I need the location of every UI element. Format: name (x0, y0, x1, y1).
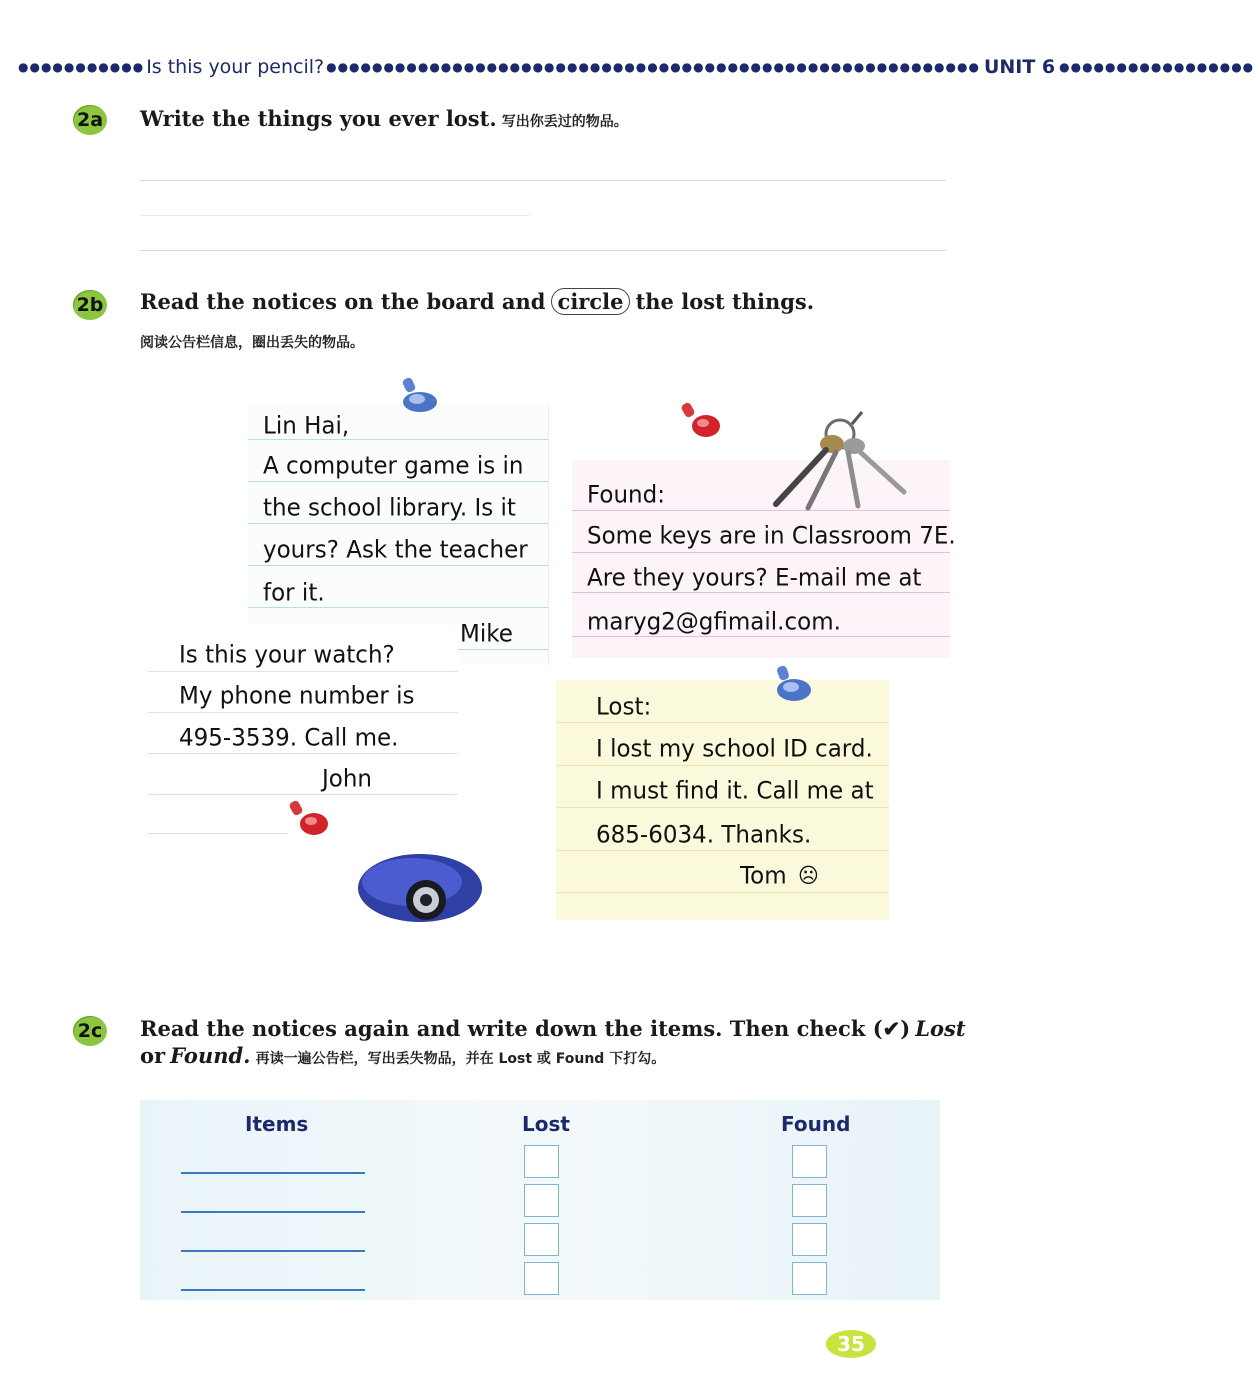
lost-checkbox[interactable] (524, 1262, 559, 1295)
note-line: for it. (263, 579, 325, 607)
note-line: I lost my school ID card. (596, 735, 873, 763)
answer-line-1[interactable] (140, 180, 946, 181)
sad-face-icon: ☹ (798, 862, 819, 888)
section-2c-badge: 2c (73, 1016, 107, 1046)
item-answer-line[interactable] (181, 1250, 365, 1252)
header-dots-middle: ●●●●●●●●●●●●●●●●●●●●●●●●●●●●●●●●●●●●●●●●●●●●●●●●●●●●●●●●● (326, 60, 980, 74)
answer-line-2[interactable] (140, 215, 530, 216)
header-title: Is this your pencil? (146, 56, 325, 78)
instruction-lost: Lost (915, 1016, 966, 1041)
page-number: 35 (826, 1330, 876, 1358)
note-line: Lin Hai, (263, 412, 350, 440)
note-line: My phone number is (179, 682, 415, 710)
column-header-lost: Lost (522, 1112, 570, 1136)
instruction-cn: 写出你丢过的物品。 (501, 114, 628, 130)
lost-checkbox[interactable] (524, 1145, 559, 1178)
red-pushpin-icon (288, 798, 334, 840)
note-line: 495-3539. Call me. (179, 724, 399, 752)
section-2a-instruction (140, 106, 628, 131)
item-answer-line[interactable] (181, 1211, 365, 1213)
blue-pushpin-icon (770, 664, 818, 706)
note-line: Some keys are in Classroom 7E. (587, 522, 956, 550)
lost-checkbox[interactable] (524, 1184, 559, 1217)
section-2b-badge: 2b (73, 290, 107, 320)
blue-pushpin-icon (396, 374, 444, 414)
red-pushpin-icon (680, 400, 726, 442)
note-line: maryg2@gfimail.com. (587, 608, 841, 636)
section-2b-instruction-cn: 阅读公告栏信息，圈出丢失的物品。 (140, 335, 364, 351)
note-line: Lost: (596, 693, 652, 721)
running-header (18, 52, 1254, 82)
answer-line-3[interactable] (140, 250, 946, 251)
note-line: Are they yours? E-mail me at (587, 564, 922, 592)
instruction-cn: 再读一遍公告栏，写出丢失物品，并在 Lost 或 Found 下打勾。 (255, 1051, 666, 1067)
note-line: A computer game is in (263, 452, 524, 480)
found-checkbox[interactable] (792, 1262, 827, 1295)
watch-icon (350, 838, 486, 930)
note-signature: John (322, 765, 373, 793)
keys-icon (762, 408, 912, 514)
circle-word: circle (551, 288, 631, 315)
header-dots-right: ●●●●●●●●●●●●●●●●● (1059, 60, 1254, 74)
section-2b-instruction (140, 289, 814, 314)
section-2a-badge: 2a (73, 105, 107, 135)
note-line: Found: (587, 481, 665, 509)
note-line: 685-6034. Thanks. (596, 821, 812, 849)
item-answer-line[interactable] (181, 1289, 365, 1291)
note-line: Is this your watch? (179, 641, 395, 669)
instruction-pre: Read the notices on the board and (140, 289, 546, 314)
instruction-post: the lost things. (635, 289, 815, 314)
found-checkbox[interactable] (792, 1145, 827, 1178)
note-signature: Mike (460, 620, 513, 648)
instruction-line1: Read the notices again and write down the items. Then check (✔) (140, 1016, 911, 1041)
instruction-text: Write the things you ever lost. (140, 106, 497, 131)
note-signature: Tom (740, 862, 787, 890)
lost-checkbox[interactable] (524, 1223, 559, 1256)
note-line: the school library. Is it (263, 494, 516, 522)
note-line: yours? Ask the teacher (263, 536, 528, 564)
item-answer-line[interactable] (181, 1172, 365, 1174)
notice-lost (556, 680, 889, 920)
header-dots-left: ●●●●●●●●●●● (18, 60, 145, 74)
section-2c-instruction (140, 1016, 966, 1068)
found-checkbox[interactable] (792, 1184, 827, 1217)
found-checkbox[interactable] (792, 1223, 827, 1256)
column-header-found: Found (781, 1112, 851, 1136)
header-unit: UNIT 6 (983, 56, 1056, 78)
instruction-found: Found. (170, 1043, 251, 1068)
note-line: I must find it. Call me at (596, 777, 874, 805)
instruction-or: or (140, 1043, 166, 1068)
column-header-items: Items (245, 1112, 309, 1136)
